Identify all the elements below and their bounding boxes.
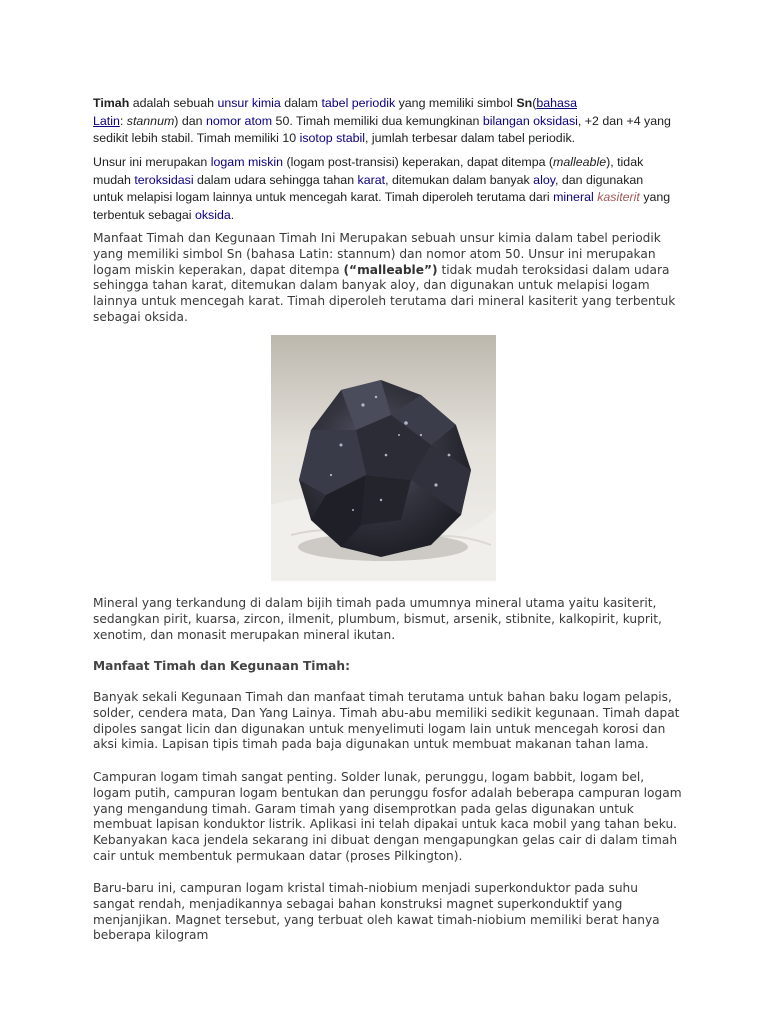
link-bilangan-oksidasi[interactable]: bilangan oksidasi xyxy=(482,113,578,128)
term-timah: Timah xyxy=(93,96,130,110)
link-bahasa-latin-cont[interactable]: Latin xyxy=(93,113,120,128)
link-bahasa-latin[interactable]: bahasa xyxy=(536,96,577,110)
link-oksida[interactable]: oksida xyxy=(194,208,231,223)
link-tabel-periodik[interactable]: tabel periodik xyxy=(321,96,396,110)
cassiterite-ore-photo xyxy=(271,335,496,581)
link-teroksidasi[interactable]: teroksidasi xyxy=(134,172,194,187)
blog-alloys-paragraph: Campuran logam timah sangat penting. Solder lunak, perunggu, logam babbit, logam bel, logam putih, campuran logam bentukan dan perunggu fosfor adalah beberapa campuran logam yang mengandung timah. Garam timah yang disemprotkan pada gelas digunakan untuk membuat lapisan konduktor listrik. Aplikasi ini telah dipakai untuk kaca mobil yang tahan beku. Kebanyakan kaca jendela sekarang ini dibuat dengan mengapungkan gelas cair di dalam timah cair untuk membentuk permukaan datar (proses Pilkington). xyxy=(93,770,682,863)
link-nomor-atom[interactable]: nomor atom xyxy=(205,113,273,128)
wiki-paragraph-intro: Timah adalah sebuah unsur kimia dalam tabel periodik yang memiliki simbol Sn(bahasa Latin: stannum) dan nomor atom 50. Timah memiliki dua kemungkinan bilangan oksidasi, +2 dan +4 yang sedikit lebih stabil. Timah memiliki 10 isotop stabil, jumlah terbesar dalam tabel periodik. xyxy=(93,96,671,146)
blog-minerals-paragraph: Mineral yang terkandung di dalam bijih timah pada umumnya mineral utama yaitu kasiterit, sedangkan pirit, kuarsa, zircon, ilmenit, plumbum, bismut, arsenik, stibnite, kalkopirit, kuprit, xenotim, dan monasit merupakan mineral ikutan. xyxy=(93,596,662,642)
blog-uses-paragraph: Banyak sekali Kegunaan Timah dan manfaat timah terutama untuk bahan baku logam pelapis, solder, cendera mata, Dan Yang Lainya. Timah abu-abu memiliki sedikit kegunaan. Timah dapat dipoles sangat licin dan digunakan untuk menyelimuti logam lain untuk mencegah korosi dan aksi kimia. Lapisan tipis timah pada baja digunakan untuk membuat makanan tahan lama. xyxy=(93,690,680,752)
link-mineral[interactable]: mineral xyxy=(553,190,594,205)
link-aloy[interactable]: aloy xyxy=(533,172,555,187)
malleable-term: malleable xyxy=(553,155,607,169)
wiki-paragraph-properties: Unsur ini merupakan logam miskin (logam post-transisi) keperakan, dapat ditempa (malleable), tidak mudah teroksidasi dalam udara sehingga tahan karat, ditemukan dalam banyak aloy, dan digunakan untuk melapisi logam lainnya untuk mencegah karat. Timah diperoleh terutama dari mineral kasiterit yang terbentuk sebagai oksida. xyxy=(93,155,671,223)
symbol-sn: Sn xyxy=(516,96,533,110)
blog-intro-paragraph: Manfaat Timah dan Kegunaan Timah Ini Merupakan sebuah unsur kimia dalam tabel periodik yang memiliki simbol Sn (bahasa Latin: stannum) dan nomor atom 50. Unsur ini merupakan logam miskin keperakan, dapat ditempa (“malleable”) tidak mudah teroksidasi dalam udara sehingga tahan karat, ditemukan dalam banyak aloy, dan digunakan untuk melapisi logam lainnya untuk mencegah karat. Timah diperoleh terutama dari mineral kasiterit yang terbentuk sebagai oksida. xyxy=(93,231,676,324)
link-kasiterit[interactable]: kasiterit xyxy=(597,190,640,205)
blog-uses-heading: Manfaat Timah dan Kegunaan Timah: xyxy=(93,659,350,673)
link-karat[interactable]: karat xyxy=(357,172,386,187)
link-unsur-kimia[interactable]: unsur kimia xyxy=(217,96,281,110)
link-isotop-stabil[interactable]: isotop stabil xyxy=(299,131,366,146)
malleable-quoted: (“malleable”) xyxy=(343,262,438,277)
link-logam-miskin[interactable]: logam miskin xyxy=(210,155,284,169)
ore-illustration xyxy=(271,335,496,581)
blog-superconductor-paragraph: Baru-baru ini, campuran logam kristal timah-niobium menjadi superkonduktor pada suhu sangat rendah, menjadikannya sebagai bahan konstruksi magnet superkonduktif yang menjanjikan. Magnet tersebut, yang terbuat oleh kawat timah-niobium memiliki berat hanya beberapa kilogram xyxy=(93,881,660,943)
latin-name: stannum xyxy=(126,113,175,128)
